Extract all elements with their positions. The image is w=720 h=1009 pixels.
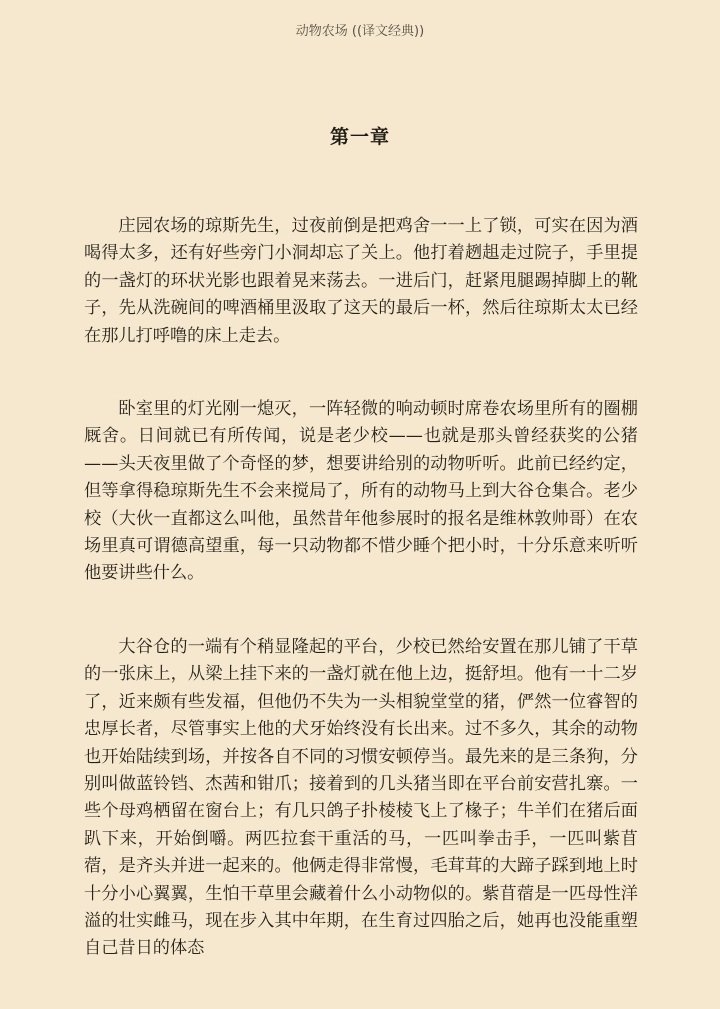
chapter-title: 第一章 — [329, 126, 390, 148]
book-title-header: 动物农场 ((译文经典)) — [295, 24, 425, 39]
chapter-body — [84, 213, 638, 1009]
paragraph-2: 卧室里的灯光刚一熄灭，一阵轻微的响动顿时席卷农场里所有的圈棚厩舍。日间就已有所传闻，说是老少校——也就是那头曾经获奖的公猪——头天夜里做了个奇怪的梦，想要讲给别的动物听听。此前已经约定，但等拿得稳琼斯先生不会来搅局了，所有的动物马上到大谷仓集合。老少校（大伙一直都这么叫他，虽然昔年他参展时的报名是维林敦帅哥）在农场里真可谓德高望重，每一只动物都不惜少睡个把小时，十分乐意来听听他要讲些什么。 — [84, 399, 638, 584]
paragraph-3: 大谷仓的一端有个稍显隆起的平台，少校已然给安置在那儿铺了干草的一张床上，从梁上挂下来的一盏灯就在他上边，挺舒坦。他有一十二岁了，近来颇有些发福，但他仍不失为一头相貌堂堂的猪，俨然一位睿智的忠厚长者，尽管事实上他的犬牙始终没有长出来。过不多久，其余的动物也开始陆续到场，并按各自不同的习惯安顿停当。最先来的是三条狗，分别叫做蓝铃铛、杰茜和钳爪；接着到的几头猪当即在平台前安营扎寨。一些个母鸡栖留在窗台上；有几只鸽子扑棱棱飞上了椽子；牛羊们在猪后面趴下来，开始倒嚼。两匹拉套干重活的马，一匹叫拳击手，一匹叫紫苜蓿，是齐头并进一起来的。他俩走得非常慢，毛茸茸的大蹄子踩到地上时十分小心翼翼，生怕干草里会藏着什么小动物似的。紫苜蓿是一匹母性洋溢的壮实雌马，现在步入其中年期，在生育过四胎之后，她再也没能重塑自己昔日的体态 — [84, 636, 638, 959]
paragraph-1: 庄园农场的琼斯先生，过夜前倒是把鸡舍一一上了锁，可实在因为酒喝得太多，还有好些旁门小洞却忘了关上。他打着趔趄走过院子，手里提的一盏灯的环状光影也跟着晃来荡去。一进后门，赶紧甩腿踢掉脚上的靴子，先从洗碗间的啤酒桶里汲取了这天的最后一杯，然后往琼斯太太已经在那儿打呼噜的床上走去。 — [84, 216, 638, 346]
